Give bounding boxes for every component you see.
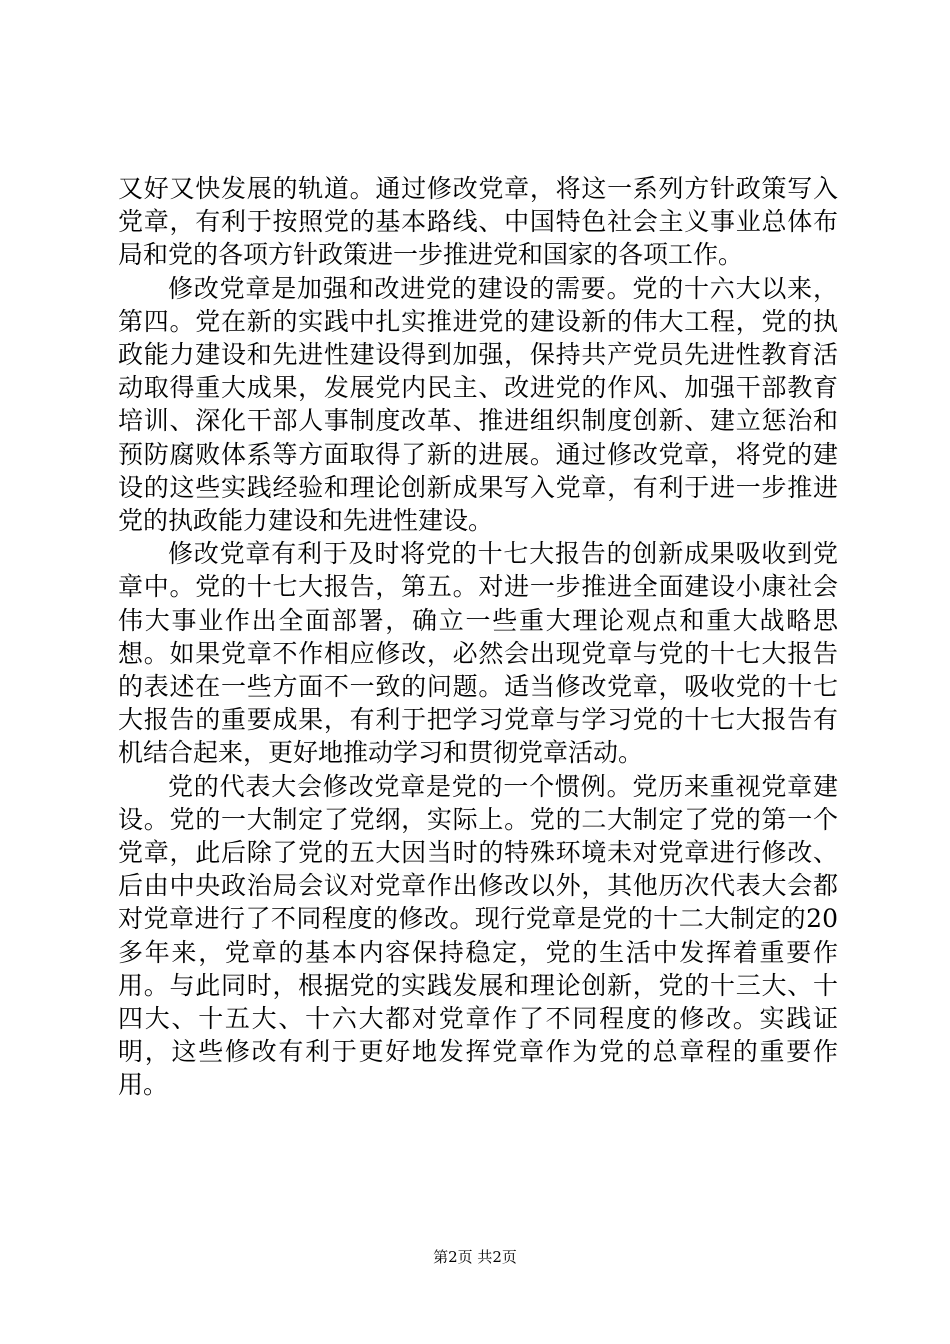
paragraph-4: 党的代表大会修改党章是党的一个惯例。党历来重视党章建设。党的一大制定了党纲，实际上。党的二大制定了党的第一个党章，此后除了党的五大因当时的特殊环境未对党章进行修改、后由中央政治局会议对党章作出修改以外，其他历次代表大会都对党章进行了不同程度的修改。现行党章是党的十二大制定的20多年来，党章的基本内容保持稳定，党的生活中发挥着重要作用。与此同时，根据党的实践发展和理论创新，党的十三大、十四大、十五大、十六大都对党章作了不同程度的修改。实践证明，这些修改有利于更好地发挥党章作为党的总章程的重要作用。 <box>118 771 838 1100</box>
paragraph-2: 修改党章是加强和改进党的建设的需要。党的十六大以来，第四。党在新的实践中扎实推进党的建设新的伟大工程，党的执政能力建设和先进性建设得到加强，保持共产党员先进性教育活动取得重大成果，发展党内民主、改进党的作风、加强干部教育培训、深化干部人事制度改革、推进组织制度创新、建立惩治和预防腐败体系等方面取得了新的进展。通过修改党章，将党的建设的这些实践经验和理论创新成果写入党章，有利于进一步推进党的执政能力建设和先进性建设。 <box>118 273 838 536</box>
paragraph-3: 修改党章有利于及时将党的十七大报告的创新成果吸收到党章中。党的十七大报告，第五。对进一步推进全面建设小康社会伟大事业作出全面部署，确立一些重大理论观点和重大战略思想。如果党章不作相应修改，必然会出现党章与党的十七大报告的表述在一些方面不一致的问题。适当修改党章，吸收党的十七大报告的重要成果，有利于把学习党章与学习党的十七大报告有机结合起来，更好地推动学习和贯彻党章活动。 <box>118 539 838 768</box>
paragraph-1: 又好又快发展的轨道。通过修改党章，将这一系列方针政策写入党章，有利于按照党的基本路线、中国特色社会主义事业总体布局和党的各项方针政策进一步推进党和国家的各项工作。 <box>118 174 838 270</box>
document-body <box>118 172 838 1102</box>
page-footer: 第2页 共2页 <box>433 1248 517 1266</box>
